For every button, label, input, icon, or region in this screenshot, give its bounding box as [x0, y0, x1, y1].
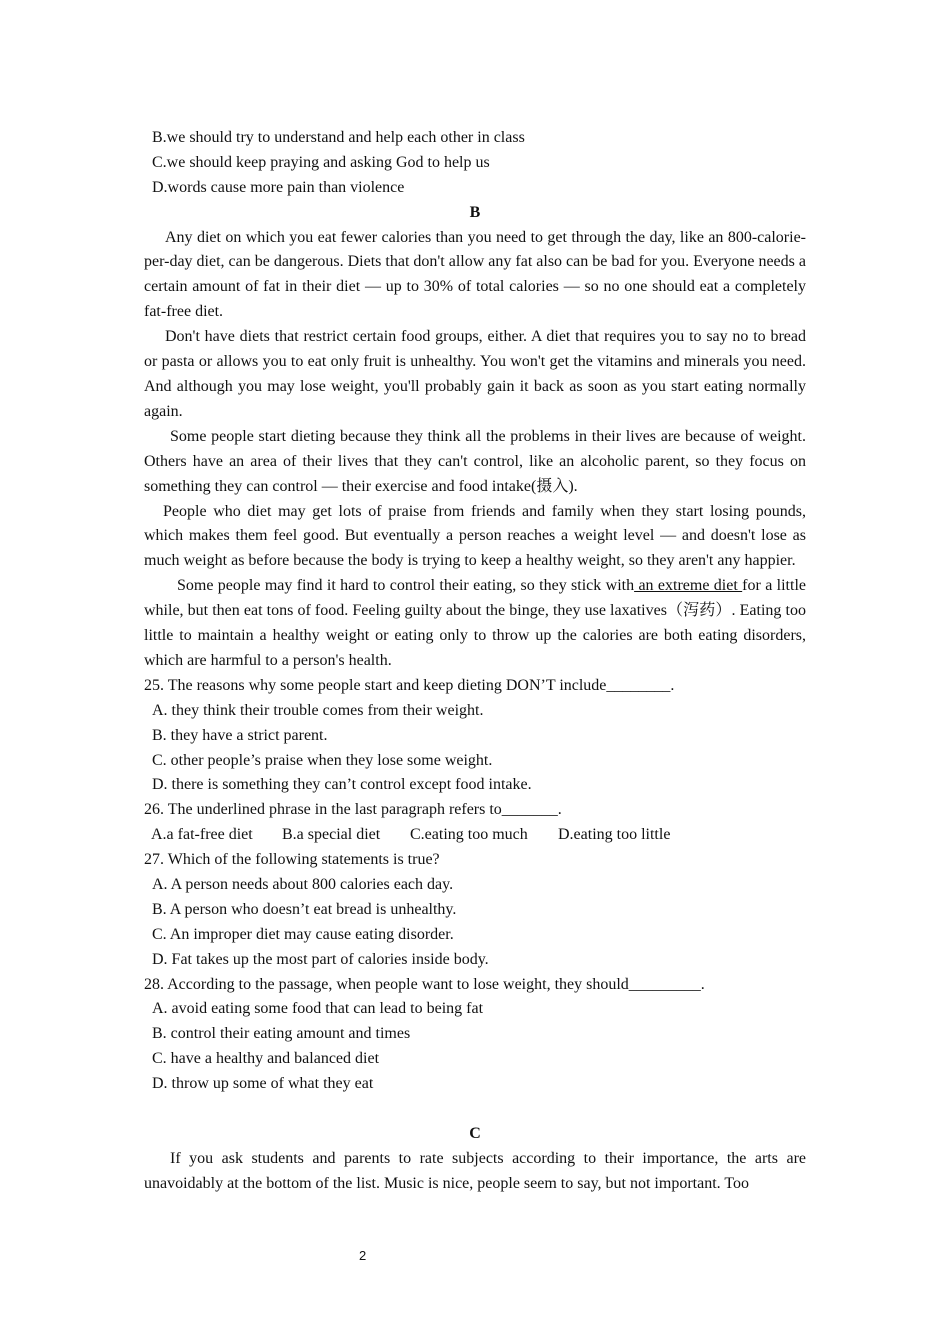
question-25-option-b: B. they have a strict parent.	[152, 726, 328, 744]
question-26-option-a: A.a fat-free diet	[151, 826, 253, 844]
blank-line	[144, 1097, 806, 1122]
section-b-paragraph-1: Any diet on which you eat fewer calories than you need to get through the day, like an 800-calorie-per-day diet, can be dangerous. Diets that don't allow any fat also can be bad for you. Everyone needs a certain amount of fat in their diet — up to 30% of total calories — so no one should eat a completely fat-free diet.	[144, 228, 806, 321]
section-c-paragraph-1: If you ask students and parents to rate subjects according to their importance, the arts are unavoidably at the bottom of the list. Music is nice, people seem to say, but not important. Too	[144, 1149, 806, 1192]
question-28-option-a: A. avoid eating some food that can lead to being fat	[152, 1000, 484, 1018]
question-25-option-a: A. they think their trouble comes from their weight.	[152, 701, 484, 719]
question-26-option-d: D.eating too little	[558, 826, 671, 844]
prev-option-d: D.words cause more pain than violence	[152, 178, 405, 196]
question-26-option-c: C.eating too much	[410, 826, 528, 844]
question-26-stem: 26. The underlined phrase in the last paragraph refers to_______.	[144, 801, 562, 819]
page-number: 2	[359, 1248, 367, 1263]
question-28-stem: 28. According to the passage, when people want to lose weight, they should_________.	[144, 975, 705, 993]
question-27-stem: 27. Which of the following statements is true?	[144, 851, 440, 869]
prev-option-c: C.we should keep praying and asking God to help us	[152, 153, 490, 171]
question-27-option-c: C. An improper diet may cause eating disorder.	[152, 925, 454, 943]
prev-option-b: B.we should try to understand and help each other in class	[152, 129, 525, 146]
section-b-paragraph-2: Don't have diets that restrict certain food groups, either. A diet that requires you to say no to bread or pasta or allows you to eat only fruit is unhealthy. You won't get the vitamins and minerals you need. And although you may lose weight, you'll probably gain it back as soon as you start eating normally again.	[144, 328, 806, 420]
question-28-option-c: C. have a healthy and balanced diet	[152, 1050, 380, 1068]
question-26-options	[144, 823, 806, 848]
question-25-option-c: C. other people’s praise when they lose some weight.	[152, 751, 493, 769]
section-b-paragraph-4: People who diet may get lots of praise from friends and family when they start losing pounds, which makes them feel good. But eventually a person reaches a weight level — and doesn't lose as much weight as before because the body is trying to keep a healthy weight, so they aren't any happier.	[144, 502, 806, 570]
section-b-heading: B	[469, 203, 481, 221]
question-27-option-d: D. Fat takes up the most part of calories inside body.	[152, 950, 489, 968]
question-28-option-b: B. control their eating amount and times	[152, 1025, 411, 1043]
question-25-option-d: D. there is something they can’t control except food intake.	[152, 776, 532, 794]
page-content	[144, 126, 806, 1197]
paragraph-5-text-start: Some people may find it hard to control their eating, so they stick with	[177, 577, 635, 595]
section-b-paragraph-5	[144, 574, 806, 674]
section-c-heading: C	[469, 1124, 481, 1142]
section-b-paragraph-3: Some people start dieting because they think all the problems in their lives are because of weight. Others have an area of their lives that they can't control, like an alcoholic parent, so they focus on something they can control — their exercise and food intake(摄入).	[144, 427, 806, 495]
question-27-option-a: A. A person needs about 800 calories each day.	[152, 876, 454, 893]
question-28-option-d: D. throw up some of what they eat	[152, 1075, 374, 1093]
underlined-phrase: an extreme diet	[634, 577, 743, 595]
question-27-option-b: B. A person who doesn’t eat bread is unhealthy.	[152, 900, 457, 918]
paragraph-5-text-end: for a little while, but then eat tons of food. Feeling guilty about the binge, they use laxatives（泻药）. Eating too little to maintain a healthy weight or eating only to throw up the calories are both eating disorders, which are harmful to a person's health.	[144, 577, 806, 669]
question-25-stem: 25. The reasons why some people start and keep dieting DON’T include________.	[144, 676, 675, 694]
question-26-option-b: B.a special diet	[282, 826, 381, 844]
